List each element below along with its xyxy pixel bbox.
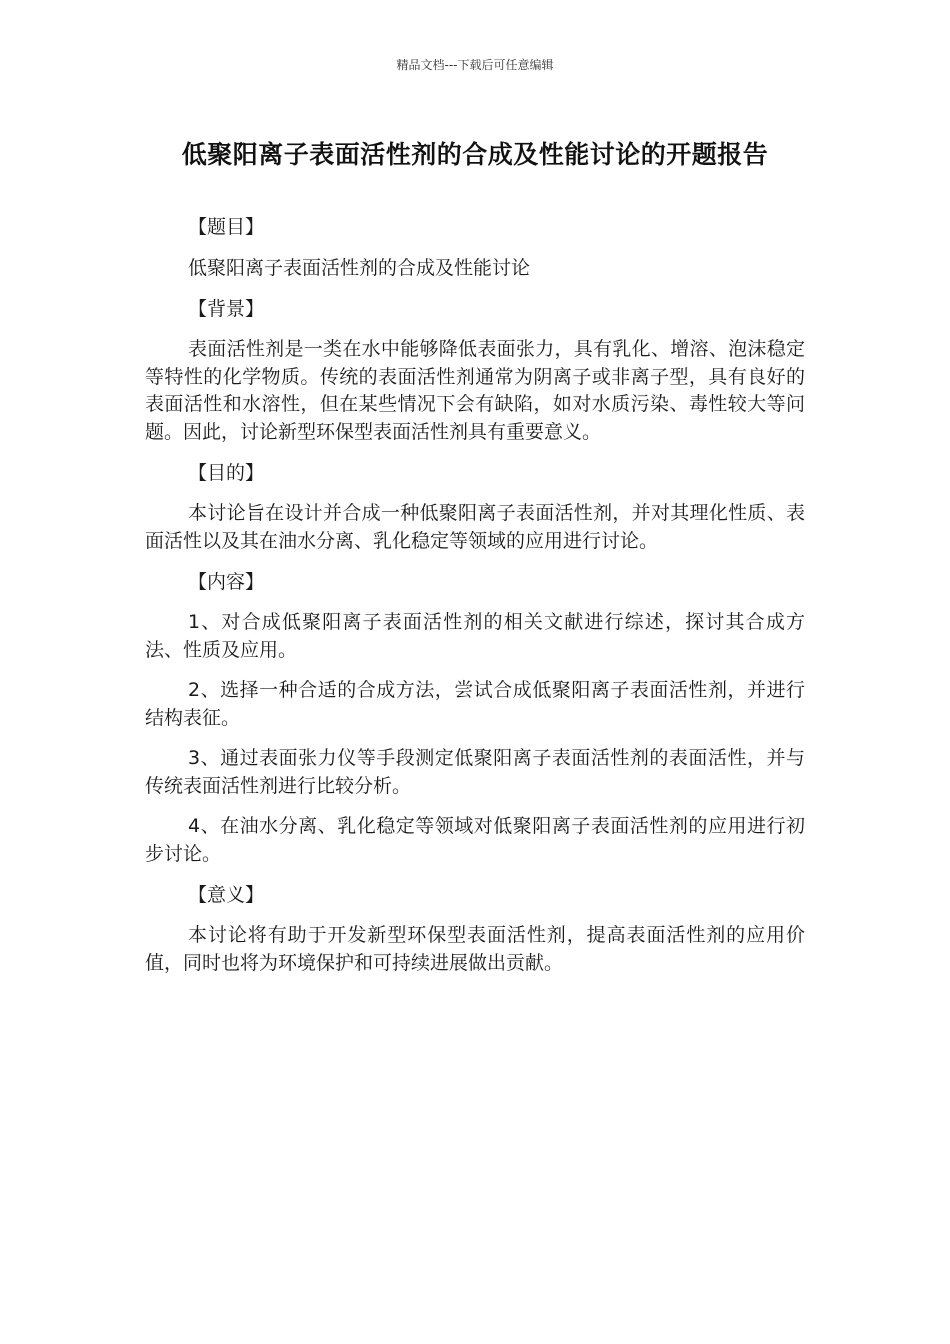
section-purpose [145, 459, 805, 555]
content-item-1: 1、对合成低聚阳离子表面活性剂的相关文献进行综述，探讨其合成方法、性质及应用。 [145, 611, 805, 661]
section-background [145, 295, 805, 446]
background-paragraph: 表面活性剂是一类在水中能够降低表面张力，具有乳化、增溶、泡沫稳定等特性的化学物质。传统的表面活性剂通常为阴离子或非离子型，具有良好的表面活性和水溶性，但在某些情况下会有缺陷，如对水质污染、毒性较大等问题。因此，讨论新型环保型表面活性剂具有重要意义。 [145, 338, 805, 443]
document-title: 低聚阳离子表面活性剂的合成及性能讨论的开题报告 [181, 140, 769, 169]
significance-paragraph: 本讨论将有助于开发新型环保型表面活性剂，提高表面活性剂的应用价值，同时也将为环境保护和可持续进展做出贡献。 [145, 924, 805, 974]
topic-text: 低聚阳离子表面活性剂的合成及性能讨论 [188, 257, 531, 279]
document-body [145, 213, 805, 990]
purpose-paragraph: 本讨论旨在设计并合成一种低聚阳离子表面活性剂，并对其理化性质、表面活性以及其在油水分离、乳化稳定等领域的应用进行讨论。 [145, 502, 805, 552]
page-header-note: 精品文档---下载后可任意编辑 [396, 58, 554, 72]
section-content [145, 568, 805, 868]
section-topic [145, 213, 805, 283]
section-heading-background: 【背景】 [188, 298, 265, 320]
content-item-2: 2、选择一种合适的合成方法，尝试合成低聚阳离子表面活性剂，并进行结构表征。 [145, 679, 805, 729]
section-heading-significance: 【意义】 [188, 884, 265, 906]
content-item-4: 4、在油水分离、乳化稳定等领域对低聚阳离子表面活性剂的应用进行初步讨论。 [145, 815, 805, 865]
section-significance [145, 881, 805, 977]
section-heading-content: 【内容】 [188, 571, 265, 593]
section-heading-purpose: 【目的】 [188, 462, 265, 484]
section-heading-topic: 【题目】 [188, 216, 265, 238]
content-item-3: 3、通过表面张力仪等手段测定低聚阳离子表面活性剂的表面活性，并与传统表面活性剂进行比较分析。 [145, 747, 805, 797]
